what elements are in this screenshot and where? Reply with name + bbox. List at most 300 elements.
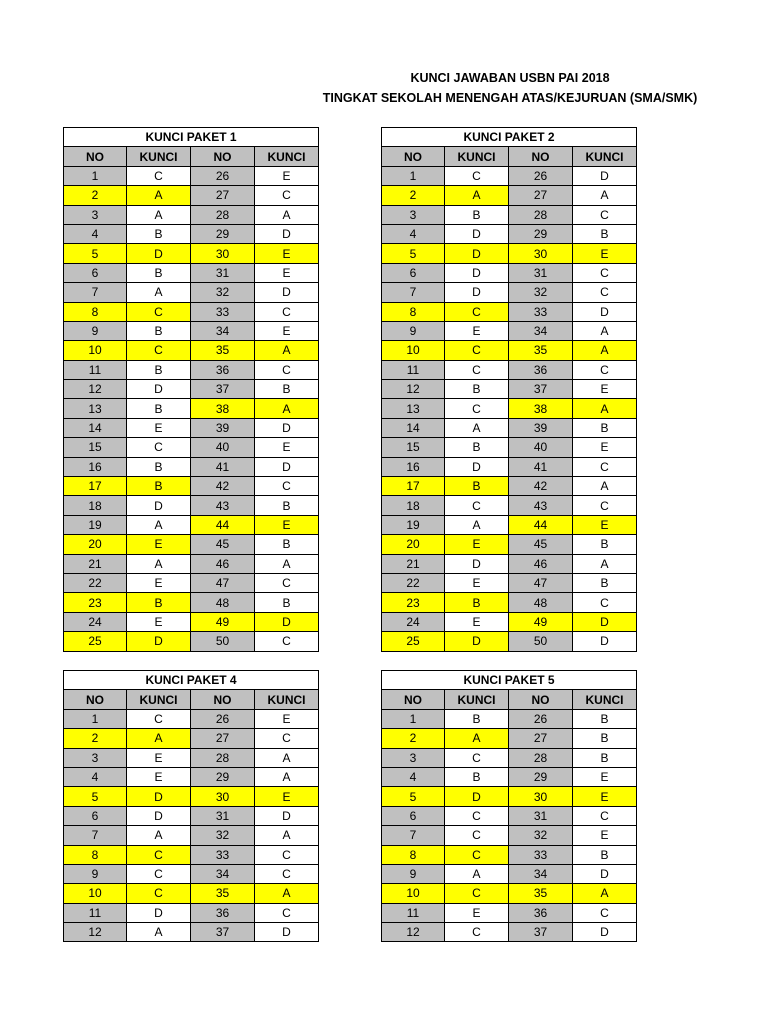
question-number-cell: 35 [191, 884, 255, 903]
table-row [64, 748, 319, 767]
answer-key-cell: C [255, 632, 319, 651]
question-number-cell: 31 [191, 806, 255, 825]
question-number-cell: 1 [64, 166, 127, 185]
table-row [64, 729, 319, 748]
answer-key-cell: C [127, 438, 191, 457]
table-row [382, 418, 637, 437]
column-header: NO [509, 690, 573, 709]
question-number-cell: 36 [191, 360, 255, 379]
question-number-cell: 10 [64, 341, 127, 360]
answer-key-cell: E [127, 418, 191, 437]
answer-key-table-paket-2 [381, 127, 637, 652]
column-header: KUNCI [255, 690, 319, 709]
answer-key-cell: D [255, 283, 319, 302]
answer-key-cell: D [445, 787, 509, 806]
question-number-cell: 46 [509, 554, 573, 573]
table-row [64, 321, 319, 340]
table-row [64, 399, 319, 418]
answer-key-cell: E [573, 515, 637, 534]
table-row [382, 903, 637, 922]
question-number-cell: 31 [509, 806, 573, 825]
answer-key-cell: A [127, 826, 191, 845]
question-number-cell: 38 [191, 399, 255, 418]
answer-key-cell: B [127, 593, 191, 612]
table-row [382, 573, 637, 592]
column-header: NO [382, 147, 445, 166]
question-number-cell: 41 [509, 457, 573, 476]
question-number-cell: 31 [509, 263, 573, 282]
answer-key-cell: C [255, 186, 319, 205]
answer-key-cell: C [127, 166, 191, 185]
column-header: NO [191, 147, 255, 166]
answer-key-cell: D [445, 244, 509, 263]
table-row [64, 593, 319, 612]
question-number-cell: 49 [191, 612, 255, 631]
question-number-cell: 27 [191, 729, 255, 748]
answer-key-cell: C [445, 826, 509, 845]
answer-key-cell: B [127, 360, 191, 379]
answer-key-cell: D [573, 864, 637, 883]
question-number-cell: 11 [382, 360, 445, 379]
answer-key-cell: C [127, 884, 191, 903]
table-row [382, 360, 637, 379]
heading-subtitle: TINGKAT SEKOLAH MENENGAH ATAS/KEJURUAN (SMA/SMK) [322, 91, 698, 105]
table-row [64, 496, 319, 515]
table-row [382, 806, 637, 825]
question-number-cell: 12 [64, 380, 127, 399]
table-row [64, 457, 319, 476]
answer-key-cell: A [255, 884, 319, 903]
answer-key-cell: D [127, 496, 191, 515]
table-row [382, 244, 637, 263]
question-number-cell: 1 [64, 709, 127, 728]
question-number-cell: 19 [64, 515, 127, 534]
answer-key-cell: A [255, 554, 319, 573]
table-row [382, 341, 637, 360]
answer-key-cell: A [445, 418, 509, 437]
answer-key-cell: E [573, 767, 637, 786]
question-number-cell: 26 [191, 709, 255, 728]
table-row [382, 612, 637, 631]
question-number-cell: 28 [509, 205, 573, 224]
answer-key-cell: B [255, 496, 319, 515]
question-number-cell: 14 [382, 418, 445, 437]
question-number-cell: 16 [382, 457, 445, 476]
answer-key-cell: A [255, 205, 319, 224]
column-header: NO [382, 690, 445, 709]
answer-key-cell: C [127, 864, 191, 883]
question-number-cell: 8 [64, 845, 127, 864]
question-number-cell: 35 [509, 341, 573, 360]
question-number-cell: 29 [509, 767, 573, 786]
answer-key-cell: E [255, 321, 319, 340]
answer-key-cell: C [573, 806, 637, 825]
table-row [382, 884, 637, 903]
question-number-cell: 5 [64, 244, 127, 263]
answer-key-cell: C [255, 477, 319, 496]
question-number-cell: 3 [64, 205, 127, 224]
table-row [64, 709, 319, 728]
answer-key-cell: D [127, 244, 191, 263]
question-number-cell: 28 [509, 748, 573, 767]
question-number-cell: 11 [382, 903, 445, 922]
question-number-cell: 9 [382, 321, 445, 340]
answer-key-cell: C [255, 360, 319, 379]
answer-key-cell: C [255, 573, 319, 592]
table-row [64, 341, 319, 360]
question-number-cell: 28 [191, 205, 255, 224]
answer-key-cell: B [573, 418, 637, 437]
table-row [382, 205, 637, 224]
question-number-cell: 8 [382, 845, 445, 864]
table-row [382, 845, 637, 864]
question-number-cell: 33 [191, 845, 255, 864]
question-number-cell: 2 [64, 186, 127, 205]
answer-key-cell: D [255, 224, 319, 243]
question-number-cell: 8 [64, 302, 127, 321]
question-number-cell: 26 [509, 709, 573, 728]
question-number-cell: 27 [509, 729, 573, 748]
table-row [382, 864, 637, 883]
answer-key-cell: E [255, 263, 319, 282]
answer-key-cell: E [445, 903, 509, 922]
answer-key-cell: D [445, 224, 509, 243]
question-number-cell: 32 [191, 283, 255, 302]
question-number-cell: 4 [382, 767, 445, 786]
question-number-cell: 13 [64, 399, 127, 418]
question-number-cell: 44 [509, 515, 573, 534]
column-header: KUNCI [445, 147, 509, 166]
question-number-cell: 49 [509, 612, 573, 631]
answer-key-cell: E [573, 380, 637, 399]
question-number-cell: 1 [382, 166, 445, 185]
question-number-cell: 2 [64, 729, 127, 748]
table-row [382, 283, 637, 302]
answer-key-cell: A [255, 748, 319, 767]
answer-key-cell: A [445, 729, 509, 748]
answer-key-cell: C [445, 923, 509, 942]
answer-key-cell: A [573, 321, 637, 340]
question-number-cell: 26 [191, 166, 255, 185]
answer-key-cell: B [127, 477, 191, 496]
answer-key-cell: B [255, 593, 319, 612]
question-number-cell: 32 [509, 826, 573, 845]
table-row [64, 923, 319, 942]
question-number-cell: 27 [191, 186, 255, 205]
table-row [382, 166, 637, 185]
answer-key-cell: E [255, 709, 319, 728]
table-title: KUNCI PAKET 1 [64, 128, 319, 147]
question-number-cell: 4 [382, 224, 445, 243]
question-number-cell: 8 [382, 302, 445, 321]
question-number-cell: 41 [191, 457, 255, 476]
answer-key-table-paket-4 [63, 670, 319, 942]
answer-key-cell: E [255, 438, 319, 457]
question-number-cell: 12 [382, 923, 445, 942]
question-number-cell: 18 [382, 496, 445, 515]
answer-key-cell: C [255, 845, 319, 864]
answer-key-cell: A [573, 399, 637, 418]
answer-key-cell: A [445, 864, 509, 883]
table-row [382, 748, 637, 767]
question-number-cell: 10 [382, 884, 445, 903]
question-number-cell: 35 [191, 341, 255, 360]
question-number-cell: 10 [64, 884, 127, 903]
table-row [64, 515, 319, 534]
answer-key-cell: E [255, 515, 319, 534]
answer-key-cell: A [445, 515, 509, 534]
answer-key-cell: C [127, 845, 191, 864]
table-row [382, 709, 637, 728]
table-row [382, 535, 637, 554]
table-row [64, 787, 319, 806]
question-number-cell: 50 [191, 632, 255, 651]
answer-key-cell: C [573, 360, 637, 379]
question-number-cell: 3 [64, 748, 127, 767]
question-number-cell: 47 [191, 573, 255, 592]
question-number-cell: 44 [191, 515, 255, 534]
question-number-cell: 27 [509, 186, 573, 205]
question-number-cell: 5 [64, 787, 127, 806]
answer-key-cell: E [445, 535, 509, 554]
document-heading [320, 68, 700, 108]
question-number-cell: 7 [382, 283, 445, 302]
question-number-cell: 9 [64, 864, 127, 883]
question-number-cell: 14 [64, 418, 127, 437]
answer-key-cell: B [255, 535, 319, 554]
question-number-cell: 21 [382, 554, 445, 573]
answer-key-cell: C [445, 341, 509, 360]
answer-key-cell: E [445, 612, 509, 631]
table-row [64, 612, 319, 631]
answer-key-cell: B [445, 205, 509, 224]
answer-key-cell: A [127, 283, 191, 302]
answer-key-cell: D [445, 554, 509, 573]
question-number-cell: 36 [509, 903, 573, 922]
table-title: KUNCI PAKET 2 [382, 128, 637, 147]
table-row [64, 166, 319, 185]
question-number-cell: 21 [64, 554, 127, 573]
question-number-cell: 17 [64, 477, 127, 496]
table-row [64, 302, 319, 321]
table-row [64, 205, 319, 224]
table-title: KUNCI PAKET 4 [64, 671, 319, 690]
question-number-cell: 39 [191, 418, 255, 437]
question-number-cell: 6 [64, 263, 127, 282]
answer-key-cell: B [127, 321, 191, 340]
answer-key-cell: D [573, 923, 637, 942]
answer-key-cell: E [255, 787, 319, 806]
question-number-cell: 12 [64, 923, 127, 942]
answer-key-cell: E [573, 826, 637, 845]
answer-key-cell: E [127, 748, 191, 767]
question-number-cell: 37 [191, 380, 255, 399]
question-number-cell: 23 [64, 593, 127, 612]
question-number-cell: 33 [509, 845, 573, 864]
question-number-cell: 32 [509, 283, 573, 302]
answer-key-cell: A [255, 826, 319, 845]
question-number-cell: 22 [64, 573, 127, 592]
answer-key-cell: B [445, 380, 509, 399]
answer-key-cell: A [573, 341, 637, 360]
table-row [64, 806, 319, 825]
table-row [64, 826, 319, 845]
question-number-cell: 34 [509, 321, 573, 340]
answer-key-cell: A [255, 767, 319, 786]
table-row [64, 283, 319, 302]
question-number-cell: 29 [191, 767, 255, 786]
question-number-cell: 22 [382, 573, 445, 592]
answer-key-cell: D [573, 166, 637, 185]
question-number-cell: 40 [509, 438, 573, 457]
question-number-cell: 15 [382, 438, 445, 457]
question-number-cell: 7 [64, 826, 127, 845]
question-number-cell: 2 [382, 186, 445, 205]
table-row [382, 380, 637, 399]
question-number-cell: 18 [64, 496, 127, 515]
question-number-cell: 3 [382, 205, 445, 224]
table-row [382, 923, 637, 942]
answer-key-cell: B [127, 224, 191, 243]
table-row [382, 399, 637, 418]
answer-key-cell: D [255, 923, 319, 942]
question-number-cell: 3 [382, 748, 445, 767]
question-number-cell: 29 [509, 224, 573, 243]
question-number-cell: 48 [509, 593, 573, 612]
column-header: NO [64, 690, 127, 709]
answer-key-table-paket-5 [381, 670, 637, 942]
question-number-cell: 30 [509, 787, 573, 806]
answer-key-cell: C [573, 263, 637, 282]
table-row [64, 535, 319, 554]
answer-key-cell: E [127, 535, 191, 554]
answer-key-cell: D [255, 418, 319, 437]
answer-key-cell: D [573, 632, 637, 651]
answer-key-cell: D [445, 263, 509, 282]
answer-key-cell: C [573, 283, 637, 302]
question-number-cell: 11 [64, 360, 127, 379]
answer-key-cell: C [445, 166, 509, 185]
table-row [64, 845, 319, 864]
table-row [64, 263, 319, 282]
table-row [64, 380, 319, 399]
question-number-cell: 4 [64, 224, 127, 243]
answer-key-cell: E [127, 612, 191, 631]
table-row [64, 554, 319, 573]
answer-key-cell: D [445, 283, 509, 302]
answer-key-cell: C [127, 341, 191, 360]
table-row [64, 864, 319, 883]
answer-key-cell: A [255, 399, 319, 418]
answer-key-cell: B [445, 767, 509, 786]
question-number-cell: 33 [191, 302, 255, 321]
answer-key-cell: B [445, 477, 509, 496]
table-row [382, 224, 637, 243]
question-number-cell: 34 [509, 864, 573, 883]
column-header: NO [191, 690, 255, 709]
table-title: KUNCI PAKET 5 [382, 671, 637, 690]
answer-key-cell: E [255, 166, 319, 185]
question-number-cell: 17 [382, 477, 445, 496]
answer-key-cell: D [127, 787, 191, 806]
table-row [382, 554, 637, 573]
answer-key-cell: C [127, 302, 191, 321]
answer-key-cell: D [127, 632, 191, 651]
question-number-cell: 45 [191, 535, 255, 554]
answer-key-cell: B [445, 438, 509, 457]
table-row [382, 767, 637, 786]
answer-key-cell: D [445, 632, 509, 651]
question-number-cell: 38 [509, 399, 573, 418]
answer-key-cell: D [445, 457, 509, 476]
column-header: KUNCI [573, 147, 637, 166]
answer-key-cell: A [127, 186, 191, 205]
question-number-cell: 23 [382, 593, 445, 612]
answer-key-cell: E [573, 438, 637, 457]
answer-key-cell: A [573, 554, 637, 573]
answer-key-cell: B [127, 263, 191, 282]
answer-key-cell: E [445, 573, 509, 592]
answer-key-cell: C [255, 302, 319, 321]
question-number-cell: 24 [382, 612, 445, 631]
table-row [382, 515, 637, 534]
answer-key-cell: E [573, 787, 637, 806]
column-header: KUNCI [127, 690, 191, 709]
question-number-cell: 46 [191, 554, 255, 573]
answer-key-cell: D [127, 380, 191, 399]
table-row [382, 263, 637, 282]
column-header: KUNCI [445, 690, 509, 709]
question-number-cell: 30 [191, 244, 255, 263]
answer-key-cell: B [573, 573, 637, 592]
question-number-cell: 43 [191, 496, 255, 515]
answer-key-table-paket-1 [63, 127, 319, 652]
question-number-cell: 20 [64, 535, 127, 554]
answer-key-cell: C [445, 302, 509, 321]
table-row [64, 418, 319, 437]
table-row [382, 593, 637, 612]
question-number-cell: 9 [64, 321, 127, 340]
question-number-cell: 36 [509, 360, 573, 379]
question-number-cell: 47 [509, 573, 573, 592]
answer-key-cell: C [445, 360, 509, 379]
answer-key-cell: A [127, 205, 191, 224]
heading-title: KUNCI JAWABAN USBN PAI 2018 [410, 71, 610, 85]
answer-key-cell: C [445, 806, 509, 825]
question-number-cell: 20 [382, 535, 445, 554]
table-row [382, 477, 637, 496]
question-number-cell: 28 [191, 748, 255, 767]
question-number-cell: 5 [382, 787, 445, 806]
question-number-cell: 33 [509, 302, 573, 321]
question-number-cell: 7 [382, 826, 445, 845]
table-row [382, 438, 637, 457]
question-number-cell: 37 [191, 923, 255, 942]
column-header: NO [509, 147, 573, 166]
column-header: KUNCI [127, 147, 191, 166]
answer-key-cell: B [573, 224, 637, 243]
answer-key-cell: B [445, 709, 509, 728]
question-number-cell: 2 [382, 729, 445, 748]
question-number-cell: 4 [64, 767, 127, 786]
answer-key-cell: C [445, 496, 509, 515]
question-number-cell: 15 [64, 438, 127, 457]
answer-key-cell: C [445, 399, 509, 418]
table-row [382, 632, 637, 651]
answer-key-cell: D [127, 806, 191, 825]
question-number-cell: 37 [509, 380, 573, 399]
question-number-cell: 13 [382, 399, 445, 418]
